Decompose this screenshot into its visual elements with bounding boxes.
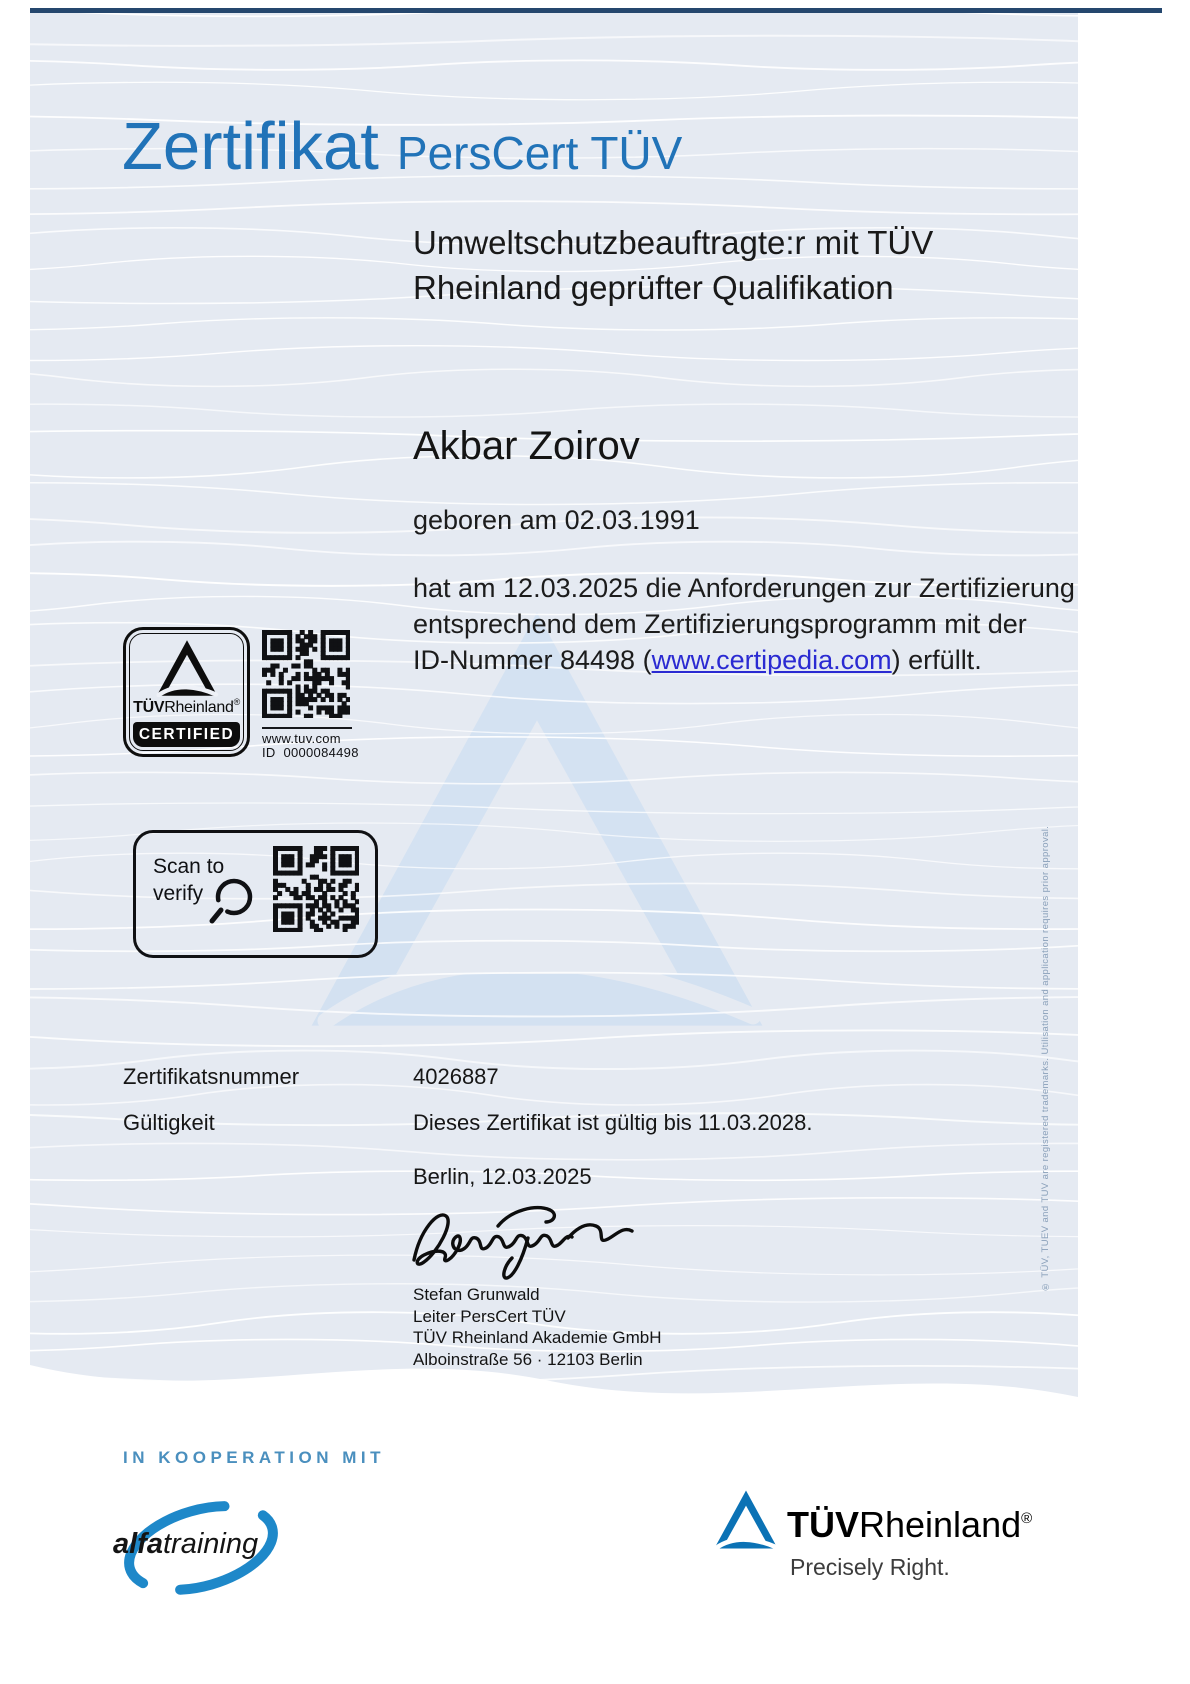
scan-label-line-2: verify [153,882,204,905]
badge-qr-separator [262,727,352,729]
scan-verify-box [133,830,378,958]
certified-band: CERTIFIED [133,722,240,747]
certification-statement [413,570,1075,678]
tuv-wordmark-regular: Rheinland [859,1504,1022,1545]
verify-qr-code [273,846,359,937]
statement-line-1: hat am 12.03.2025 die Anforderungen zur Zertifizierung [413,573,1075,603]
validity-value: Dieses Zertifikat ist gültig bis 11.03.2028. [413,1110,813,1135]
badge-tuv-triangle-icon [152,639,222,697]
badge-qr-id [262,745,359,760]
certified-badge [123,627,250,757]
badge-qr-id-label: ID [262,745,276,760]
signatory-block [413,1284,662,1370]
alfatraining-wordmark-regular: training [162,1528,259,1560]
tuv-tagline: Precisely Right. [790,1554,950,1580]
badge-brand-regular: Rheinland [164,699,234,716]
tuv-wordmark-bold: TÜV [787,1504,859,1545]
alfatraining-wordmark [113,1528,258,1561]
statement-line-3-suffix: ) erfüllt. [891,645,982,675]
signer-company: TÜV Rheinland Akademie GmbH [413,1328,662,1347]
course-title [413,220,933,310]
holder-name: Akbar Zoirov [413,424,640,468]
title-main: Zertifikat [122,109,379,184]
statement-line-3-prefix: ID-Nummer 84498 ( [413,645,652,675]
signer-address: Alboinstraße 56 · 12103 Berlin [413,1349,643,1369]
alfatraining-wordmark-bold: alfa [113,1528,163,1560]
tuv-registered-mark: ® [1021,1510,1033,1527]
certified-badge-inner [129,633,244,751]
certificate-title [122,108,682,185]
place-and-date: Berlin, 12.03.2025 [413,1164,592,1189]
signer-name: Stefan Grunwald [413,1285,540,1304]
course-line-2: Rheinland geprüfter Qualifikation [413,269,894,306]
statement-line-3 [413,642,1075,678]
alfatraining-logo [103,1496,283,1604]
title-suffix: PersCert TÜV [396,127,683,179]
badge-qr-code [262,630,350,723]
tuv-wordmark [787,1504,1032,1546]
cert-number-label: Zertifikatsnummer [123,1064,300,1089]
magnifier-icon [208,875,260,929]
scan-label-line-1: Scan to [153,855,225,878]
tuv-triangle-icon [713,1489,779,1550]
badge-brand-bold: TÜV [133,699,165,716]
validity-label: Gültigkeit [123,1110,215,1135]
trademark-disclaimer: ® TÜV, TUEV and TUV are registered trademarks. Utilisation and application requires prior approval. [1040,825,1051,1292]
signature-handwriting-icon [406,1198,641,1290]
statement-line-2: entsprechend dem Zertifizierungsprogramm mit der [413,609,1027,639]
course-line-1: Umweltschutzbeauftragte:r mit TÜV [413,224,934,261]
birth-date-line: geboren am 02.03.1991 [413,505,700,535]
badge-qr-id-value: 0000084498 [283,745,359,760]
cooperation-label: IN KOOPERATION MIT [123,1448,386,1467]
badge-registered-mark: ® [233,697,240,707]
badge-brand-wordmark [130,699,243,717]
badge-qr-website: www.tuv.com [262,731,341,746]
certipedia-link[interactable]: www.certipedia.com [651,645,892,675]
signer-role: Leiter PersCert TÜV [413,1306,566,1326]
cert-number-value: 4026887 [413,1064,499,1089]
